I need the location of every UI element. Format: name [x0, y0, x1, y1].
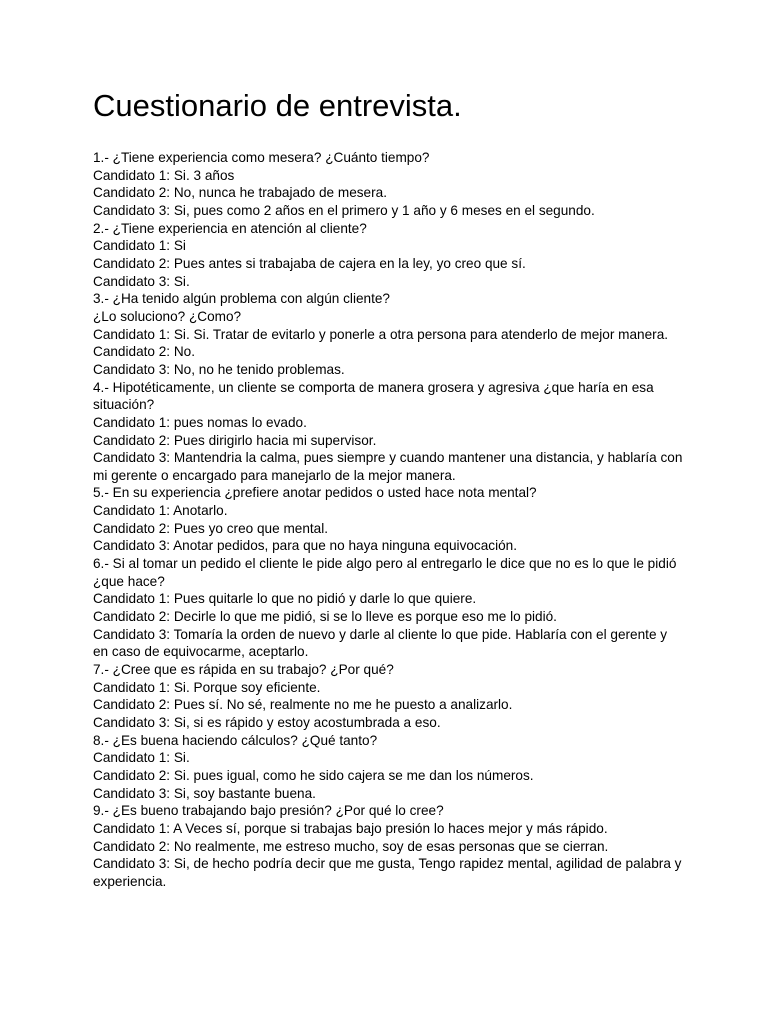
document-title: Cuestionario de entrevista. [93, 88, 462, 123]
answer-9-candidate-3: Candidato 3: Si, de hecho podría decir que me gusta, Tengo rapidez mental, agilidad de palabra y experiencia. [93, 856, 686, 889]
answer-9-candidate-2: Candidato 2: No realmente, me estreso mucho, soy de esas personas que se cierran. [93, 838, 609, 854]
answer-9-candidate-1: Candidato 1: A Veces sí, porque si trabajas bajo presión lo haces mejor y más rápido. [93, 820, 608, 836]
question-block-4 [93, 379, 687, 485]
question-block-1 [93, 149, 683, 220]
answer-3-candidate-1: Candidato 1: Si. Si. Tratar de evitarlo y ponerle a otra persona para atenderlo de mejor manera. [93, 326, 669, 342]
answer-7-candidate-3: Candidato 3: Si, si es rápido y estoy acostumbrada a eso. [93, 715, 441, 730]
question-block-2 [93, 220, 683, 291]
question-7: 7.- ¿Cree que es rápida en su trabajo? ¿Por qué? [93, 662, 394, 678]
answer-1-candidate-3: Candidato 3: Si, pues como 2 años en el primero y 1 año y 6 meses en el segundo. [93, 202, 595, 218]
answer-8-candidate-1: Candidato 1: Si. [93, 750, 190, 766]
question-2: 2.- ¿Tiene experiencia en atención al cliente? [93, 220, 367, 236]
question-block-3 [93, 290, 683, 378]
question-block-9 [93, 802, 686, 890]
answer-5-candidate-1: Candidato 1: Anotarlo. [93, 503, 228, 519]
answer-3-candidate-2: Candidato 2: No. [93, 344, 196, 360]
question-8: 8.- ¿Es buena haciendo cálculos? ¿Qué tanto? [93, 732, 378, 748]
answer-3-candidate-3: Candidato 3: No, no he tenido problemas. [93, 361, 345, 377]
answer-6-candidate-1: Candidato 1: Pues quitarle lo que no pidió y darle lo que quiere. [93, 591, 477, 607]
answer-5-candidate-2: Candidato 2: Pues yo creo que mental. [93, 520, 329, 536]
answer-4-candidate-2: Candidato 2: Pues dirigirlo hacia mi supervisor. [93, 432, 377, 448]
document-body [93, 149, 687, 891]
answer-1-candidate-2: Candidato 2: No, nunca he trabajado de mesera. [93, 185, 387, 201]
answer-7-candidate-2: Candidato 2: Pues sí. No sé, realmente no me he puesto a analizarlo. [93, 697, 513, 713]
answer-6-candidate-2: Candidato 2: Decirle lo que me pidió, si se lo lleve es porque eso me lo pidió. [93, 609, 557, 625]
answer-2-candidate-3: Candidato 3: Si. [93, 273, 190, 289]
question-9: 9.- ¿Es bueno trabajando bajo presión? ¿Por qué lo cree? [93, 803, 444, 819]
answer-4-candidate-1: Candidato 1: pues nomas lo evado. [93, 414, 307, 430]
question-block-5 [93, 484, 683, 555]
answer-7-candidate-1: Candidato 1: Si. Porque soy eficiente. [93, 679, 321, 695]
question-block-7 [93, 661, 683, 732]
question-4: 4.- Hipotéticamente, un cliente se comporta de manera grosera y agresiva ¿que haría en esa situación? [93, 379, 658, 413]
answer-2-candidate-1: Candidato 1: Si [93, 238, 186, 254]
question-5: 5.- En su experiencia ¿prefiere anotar pedidos o usted hace nota mental? [93, 485, 537, 501]
question-block-6 [93, 555, 683, 661]
question-block-8 [93, 732, 683, 803]
question-6: 6.- Si al tomar un pedido el cliente le pide algo pero al entregarlo le dice que no es lo que le pidió ¿que hace? [93, 556, 681, 589]
question-1: 1.- ¿Tiene experiencia como mesera? ¿Cuánto tiempo? [93, 150, 430, 165]
question-3: 3.- ¿Ha tenido algún problema con algún cliente? ¿Lo soluciono? ¿Como? [93, 291, 390, 324]
answer-2-candidate-2: Candidato 2: Pues antes si trabajaba de cajera en la ley, yo creo que sí. [93, 255, 526, 271]
answer-6-candidate-3: Candidato 3: Tomaría la orden de nuevo y darle al cliente lo que pide. Hablaría con el gerente y en caso de equivocarme, aceptarlo. [93, 626, 671, 660]
answer-1-candidate-1: Candidato 1: Si. 3 años [93, 167, 235, 183]
answer-5-candidate-3: Candidato 3: Anotar pedidos, para que no haya ninguna equivocación. [93, 538, 517, 554]
answer-4-candidate-3: Candidato 3: Mantendria la calma, pues siempre y cuando mantener una distancia, y hablaría con mi gerente o encargado para manejarlo de la mejor manera. [93, 450, 687, 483]
answer-8-candidate-2: Candidato 2: Si. pues igual, como he sido cajera se me dan los números. [93, 767, 534, 783]
answer-8-candidate-3: Candidato 3: Si, soy bastante buena. [93, 785, 316, 801]
